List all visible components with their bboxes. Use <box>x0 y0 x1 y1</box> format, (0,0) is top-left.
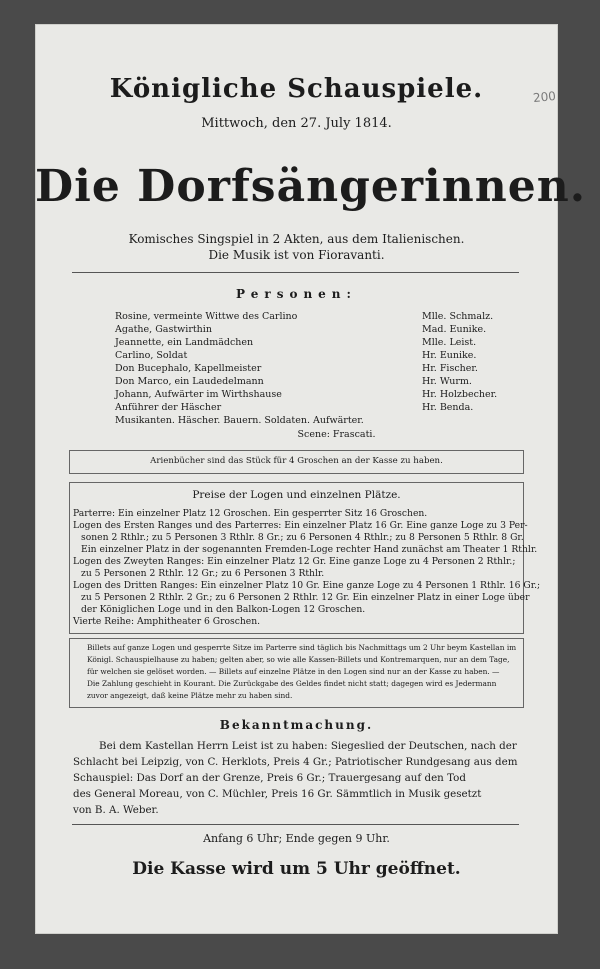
cast-actor: Mlle. Schmalz. <box>422 311 494 322</box>
price-line: zu 5 Personen 2 Rthlr. 12 Gr.; zu 6 Personen 3 Rthlr. <box>81 568 325 579</box>
cast-role: Anführer der Häscher <box>115 402 222 413</box>
prices-heading: Preise der Logen und einzelnen Plätze. <box>192 489 401 501</box>
divider <box>72 824 519 825</box>
cast-role: Jeannette, ein Landmädchen <box>115 337 254 348</box>
divider <box>72 272 519 273</box>
cast-actor: Hr. Eunike. <box>422 350 477 361</box>
libretto-note: Arienbücher sind das Stück für 4 Groschen an der Kasse zu haben. <box>150 456 443 466</box>
performance-date: Mittwoch, den 27. July 1814. <box>201 116 392 131</box>
price-line: der Königlichen Loge und in den Balkon-Logen 12 Groschen. <box>81 604 366 615</box>
theatre-title: Königliche Schauspiele. <box>109 74 484 104</box>
announcement-line: Schlacht bei Leipzig, von C. Herklots, Preis 4 Gr.; Patriotischer Rundgesang aus dem <box>73 756 518 768</box>
cast-role: Rosine, vermeinte Wittwe des Carlino <box>115 311 298 322</box>
play-subtitle: Komisches Singspiel in 2 Akten, aus dem Italienischen. <box>128 232 465 246</box>
scene-location: Scene: Frascati. <box>297 429 376 440</box>
announcement-line: von B. A. Weber. <box>73 804 159 816</box>
cast-role: Carlino, Soldat <box>115 350 188 361</box>
price-line: Vierte Reihe: Amphitheater 6 Groschen. <box>73 616 261 627</box>
cast-role: Don Bucephalo, Kapellmeister <box>115 363 262 374</box>
price-line: Logen des Dritten Ranges: Ein einzelner Platz 10 Gr. Eine ganze Loge zu 4 Personen 1 Rthlr. 16 Gr.; <box>73 580 541 591</box>
price-line: Ein einzelner Platz in der sogenannten Fremden-Loge rechter Hand zunächst am Theater 1 Rthlr. <box>81 544 538 555</box>
price-line: Logen des Zweyten Ranges: Ein einzelner Platz 12 Gr. Eine ganze Loge zu 4 Personen 2 Rthlr.; <box>73 556 516 567</box>
cast-actor: Hr. Wurm. <box>422 376 472 387</box>
cast-role: Agathe, Gastwirthin <box>115 324 212 335</box>
announcement-line: des General Moreau, von C. Müchler, Preis 16 Gr. Sämmtlich in Musik gesetzt <box>73 788 482 800</box>
cast-role: Johann, Aufwärter im Wirthshause <box>115 389 282 400</box>
cast-extras: Musikanten. Häscher. Bauern. Soldaten. Aufwärter. <box>115 415 364 426</box>
cast-actor: Hr. Fischer. <box>422 363 478 374</box>
cast-role: Don Marco, ein Laudedelmann <box>115 376 264 387</box>
box-office-opening: Die Kasse wird um 5 Uhr geöffnet. <box>132 859 461 879</box>
announcement-heading: Bekanntmachung. <box>219 718 374 732</box>
price-line: Parterre: Ein einzelner Platz 12 Groschen. Ein gesperrter Sitz 16 Groschen. <box>73 508 428 519</box>
handwritten-annotation: 200 <box>532 88 557 106</box>
playbill-sheet <box>35 24 587 934</box>
performance-times: Anfang 6 Uhr; Ende gegen 9 Uhr. <box>203 832 390 845</box>
cast-actor: Hr. Benda. <box>422 402 474 413</box>
announcement-line: Bei dem Kastellan Herrn Leist ist zu haben: Siegeslied der Deutschen, nach der <box>99 740 517 752</box>
ticket-notice-line: zuvor angezeigt, daß keine Plätze mehr zu haben sind. <box>87 691 293 700</box>
price-line: Logen des Ersten Ranges und des Parterres: Ein einzelner Platz 16 Gr. Eine ganze Loge zu 3 Per- <box>73 520 528 531</box>
price-line: zu 5 Personen 2 Rthlr. 2 Gr.; zu 6 Personen 2 Rthlr. 12 Gr. Ein einzelner Platz in einer Loge über <box>81 592 530 603</box>
announcement-line: Schauspiel: Das Dorf an der Grenze, Preis 6 Gr.; Trauergesang auf den Tod <box>73 772 466 784</box>
cast-actor: Hr. Holzbecher. <box>422 389 498 400</box>
ticket-notice-line: für welchen sie gelöset worden. — Billets auf einzelne Plätze in den Logen sind nur an der Kasse zu haben. — <box>87 667 500 676</box>
cast-actor: Mad. Eunike. <box>422 324 487 335</box>
cast-actor: Mlle. Leist. <box>422 337 477 348</box>
play-title: Die Dorfsängerinnen. <box>35 161 587 212</box>
ticket-notice-line: Die Zahlung geschieht in Kourant. Die Zurückgabe des Geldes findet nicht statt; dagegen wird es Jedermann <box>87 679 497 688</box>
ticket-notice-line: Billets auf ganze Logen und gesperrte Sitze im Parterre sind täglich bis Nachmittags um 2 Uhr beym Kastellan im <box>87 643 517 652</box>
music-credit: Die Musik ist von Fioravanti. <box>208 248 385 262</box>
libretto-box <box>69 450 524 474</box>
ticket-notice-line: Königl. Schauspielhause zu haben; gelten aber, so wie alle Kassen-Billets und Kontremarquen, nur an dem Tage, <box>87 655 510 664</box>
cast-heading: Personen: <box>236 287 357 301</box>
price-line: sonen 2 Rthlr.; zu 5 Personen 3 Rthlr. 8 Gr.; zu 6 Personen 4 Rthlr.; zu 8 Personen 5 Rthlr. 8 Gr. <box>81 532 524 543</box>
